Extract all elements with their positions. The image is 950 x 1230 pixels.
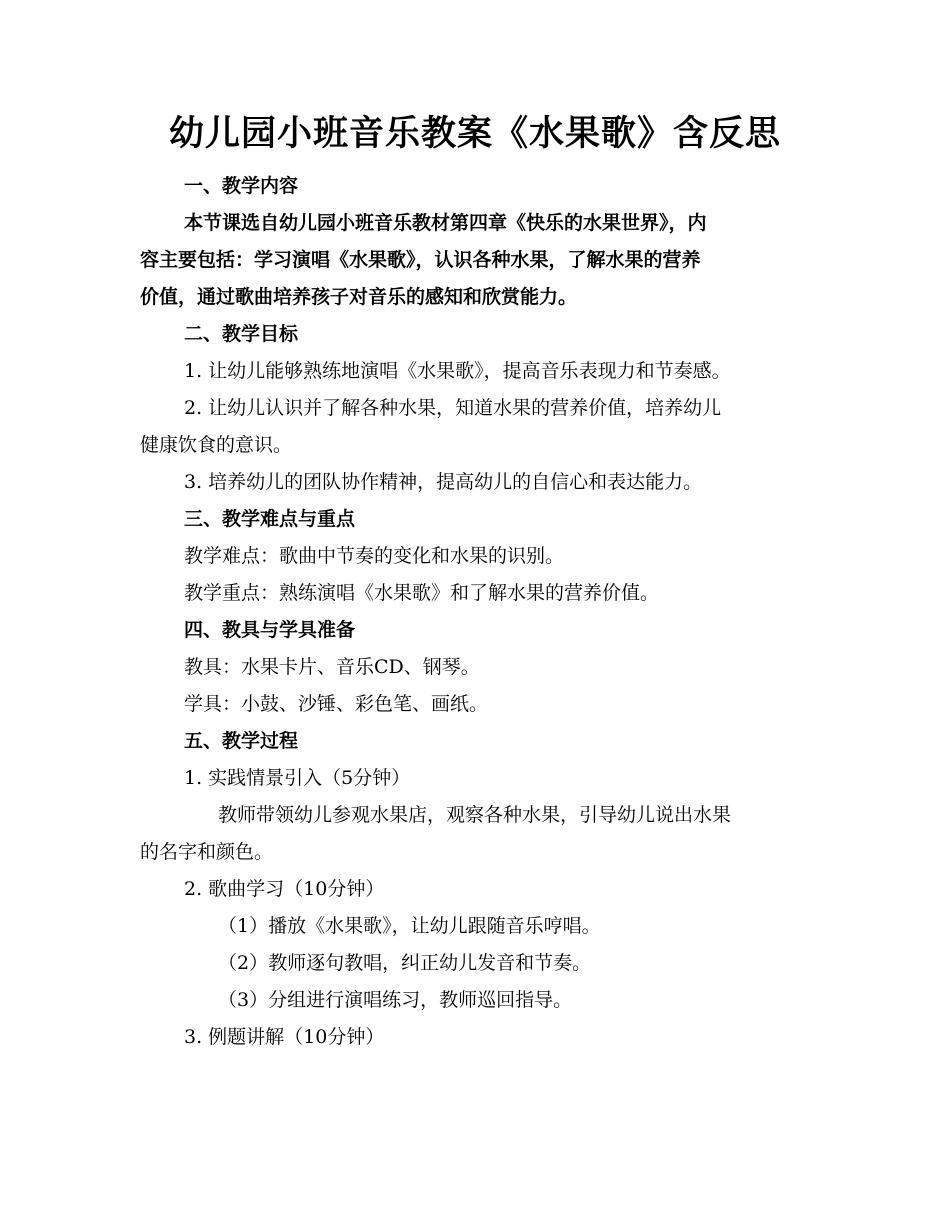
section-heading-process: 五、教学过程 (184, 730, 299, 752)
process-step: 3. 例题讲解（10分钟） (184, 1026, 385, 1048)
process-substep: （1）播放《水果歌》，让幼儿跟随音乐哼唱。 (218, 915, 601, 937)
process-substep: （3）分组进行演唱练习，教师巡回指导。 (218, 989, 573, 1011)
paragraph-line: 本节课选自幼儿园小班音乐教材第四章《快乐的水果世界》，内 (184, 212, 707, 234)
difficulty-line: 教学难点：歌曲中节奏的变化和水果的识别。 (184, 545, 565, 567)
student-materials-line: 学具：小鼓、沙锤、彩色笔、画纸。 (184, 693, 489, 715)
paragraph-line: 容主要包括：学习演唱《水果歌》，认识各种水果，了解水果的营养 (140, 249, 701, 271)
process-step: 1. 实践情景引入（5分钟） (184, 767, 411, 789)
teacher-materials-line: 教具：水果卡片、音乐CD、钢琴。 (184, 656, 480, 678)
document-title: 幼儿园小班音乐教案《水果歌》含反思 (168, 113, 781, 154)
section-heading-materials: 四、教具与学具准备 (184, 619, 356, 641)
paragraph-line: 价值，通过歌曲培养孩子对音乐的感知和欣赏能力。 (140, 286, 578, 308)
section-heading-key-points: 三、教学难点与重点 (184, 508, 356, 530)
process-description: 教师带领幼儿参观水果店，观察各种水果，引导幼儿说出水果 (218, 804, 732, 826)
process-description-continued: 的名字和颜色。 (140, 841, 274, 863)
goal-item: 1. 让幼儿能够熟练地演唱《水果歌》，提高音乐表现力和节奏感。 (184, 360, 731, 382)
process-substep: （2）教师逐句教唱，纠正幼儿发音和节奏。 (218, 952, 592, 974)
process-step: 2. 歌曲学习（10分钟） (184, 878, 385, 900)
goal-item: 2. 让幼儿认识并了解各种水果，知道水果的营养价值，培养幼儿 (184, 397, 722, 419)
key-point-line: 教学重点：熟练演唱《水果歌》和了解水果的营养价值。 (184, 582, 660, 604)
goal-item: 3. 培养幼儿的团队协作精神，提高幼儿的自信心和表达能力。 (184, 471, 703, 493)
section-heading-goals: 二、教学目标 (184, 323, 299, 345)
section-heading-content: 一、教学内容 (184, 175, 299, 197)
goal-item-continued: 健康饮食的意识。 (140, 434, 293, 456)
